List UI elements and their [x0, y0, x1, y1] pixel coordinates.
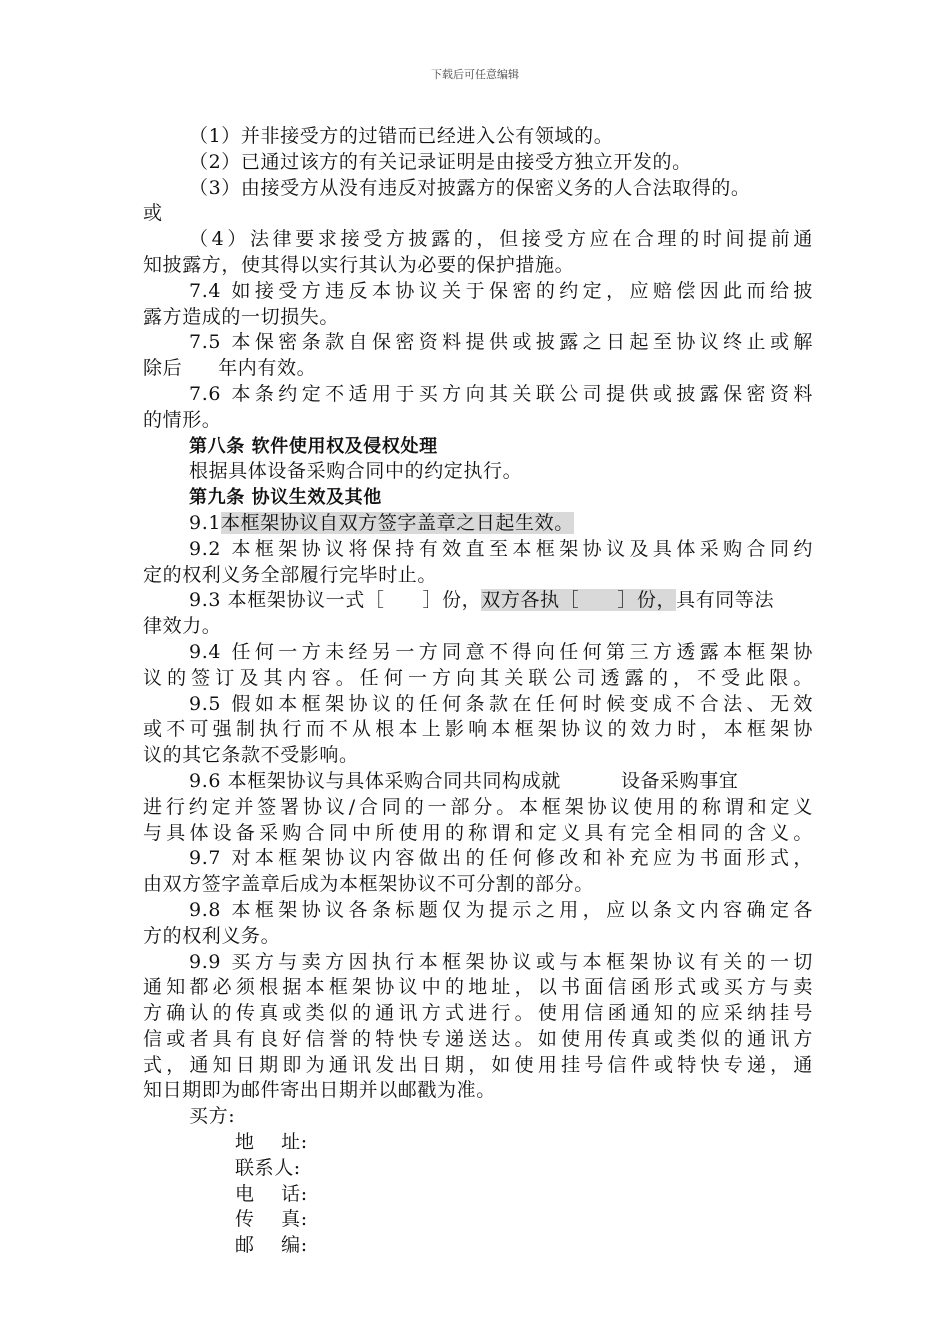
clause-9-7-cont: 由双方签字盖章后成为本框架协议不可分割的部分。: [143, 873, 594, 896]
clause-9-1-num: 9.1: [189, 511, 222, 534]
clause-9-4-cont: 议的签订及其内容。任何一方向其关联公司透露的，不受此限。: [143, 666, 813, 689]
buyer-label: 买方:: [189, 1105, 236, 1128]
clause-9-5-cont2: 议的其它条款不受影响。: [143, 744, 359, 767]
clause-9-9-cont1: 通知都必须根据本框架协议中的地址，以书面信函形式或买方与卖: [143, 976, 813, 999]
clause-9-4: 9.4 任何一方未经另一方同意不得向任何第三方透露本框架协: [189, 640, 813, 663]
buyer-fax: 传 真:: [235, 1208, 308, 1231]
exception-3-cont: 或: [143, 202, 163, 225]
article-8-body: 根据具体设备采购合同中的约定执行。: [189, 460, 523, 483]
clause-9-9-cont5: 知日期即为邮件寄出日期并以邮戳为准。: [143, 1079, 496, 1102]
clause-9-6: [143, 769, 813, 795]
clause-9-3: [143, 588, 813, 614]
clause-7-6: 7.6 本条约定不适用于买方向其关联公司提供或披露保密资料: [189, 382, 813, 405]
clause-9-3-part2: ］份，: [422, 589, 482, 612]
exception-3: （3）由接受方从没有违反对披露方的保密义务的人合法取得的。: [189, 176, 751, 199]
clause-7-4-cont: 露方造成的一切损失。: [143, 305, 340, 328]
clause-9-3-cont: 律效力。: [143, 615, 222, 638]
clause-9-1-text: 本框架协议自双方签字盖章之日起生效。: [221, 511, 574, 534]
buyer-address: 地 址:: [235, 1131, 308, 1154]
clause-9-2: 9.2 本框架协议将保持有效直至本框架协议及具体采购合同约: [189, 537, 813, 560]
exception-2: （2）已通过该方的有关记录证明是由接受方独立开发的。: [189, 150, 692, 173]
clause-7-5-suffix: 年内有效。: [218, 357, 317, 380]
clause-9-6-part2: 设备采购事宜: [620, 769, 739, 792]
clause-9-6-part1: 9.6 本框架协议与具体采购合同共同构成就: [189, 769, 561, 792]
page-header: 下载后可任意编辑: [431, 68, 519, 81]
clause-9-5: 9.5 假如本框架协议的任何条款在任何时候变成不合法、无效: [189, 692, 813, 715]
clause-9-6-cont2: 与具体设备采购合同中所使用的称谓和定义具有完全相同的含义。: [143, 821, 813, 844]
buyer-postcode: 邮 编:: [235, 1234, 308, 1257]
clause-9-8-cont: 方的权利义务。: [143, 924, 281, 947]
buyer-phone: 电 话:: [235, 1182, 308, 1205]
clause-7-5-cont: [143, 356, 813, 382]
clause-7-5-prefix: 除后: [143, 357, 183, 380]
exception-4: （4）法律要求接受方披露的，但接受方应在合理的时间提前通: [189, 228, 813, 251]
clause-9-9-cont4: 式，通知日期即为通讯发出日期，如使用挂号信件或特快专递，通: [143, 1053, 813, 1076]
clause-7-4: 7.4 如接受方违反本协议关于保密的约定，应赔偿因此而给披: [189, 279, 813, 302]
clause-9-9-cont2: 方确认的传真或类似的通讯方式进行。使用信函通知的应采纳挂号: [143, 1002, 813, 1025]
exception-4-cont: 知披露方，使其得以实行其认为必要的保护措施。: [143, 253, 575, 276]
clause-9-2-cont: 定的权利义务全部履行完毕时止。: [143, 563, 438, 586]
article-9-title: 第九条 协议生效及其他: [189, 487, 382, 509]
document-body: [143, 124, 813, 1259]
clause-9-3-part3: 双方各执［: [481, 589, 580, 612]
clause-9-3-highlight: [481, 589, 676, 611]
clause-7-5: 7.5 本保密条款自保密资料提供或披露之日起至协议终止或解: [189, 331, 813, 354]
buyer-contact: 联系人:: [235, 1156, 301, 1179]
article-8-title: 第八条 软件使用权及侵权处理: [189, 435, 438, 457]
clause-7-6-cont: 的情形。: [143, 408, 222, 431]
clause-9-1: [143, 511, 813, 537]
clause-9-3-part4: ］份，: [617, 589, 677, 612]
clause-9-9-cont3: 信或者具有良好信誉的特快专递送达。如使用传真或类似的通讯方: [143, 1027, 813, 1050]
clause-9-9: 9.9 买方与卖方因执行本框架协议或与本框架协议有关的一切: [189, 950, 813, 973]
clause-9-6-cont1: 进行约定并签署协议/合同的一部分。本框架协议使用的称谓和定义: [143, 795, 813, 818]
clause-9-7: 9.7 对本框架协议内容做出的任何修改和补充应为书面形式，: [189, 847, 813, 870]
exception-1: （1）并非接受方的过错而已经进入公有领域的。: [189, 125, 614, 147]
clause-9-3-part1: 9.3 本框架协议一式［: [189, 589, 385, 612]
clause-9-5-cont1: 或不可强制执行而不从根本上影响本框架协议的效力时，本框架协: [143, 718, 813, 741]
clause-9-3-part5: 具有同等法: [676, 589, 775, 612]
clause-9-8: 9.8 本框架协议各条标题仅为提示之用，应以条文内容确定各: [189, 898, 813, 921]
